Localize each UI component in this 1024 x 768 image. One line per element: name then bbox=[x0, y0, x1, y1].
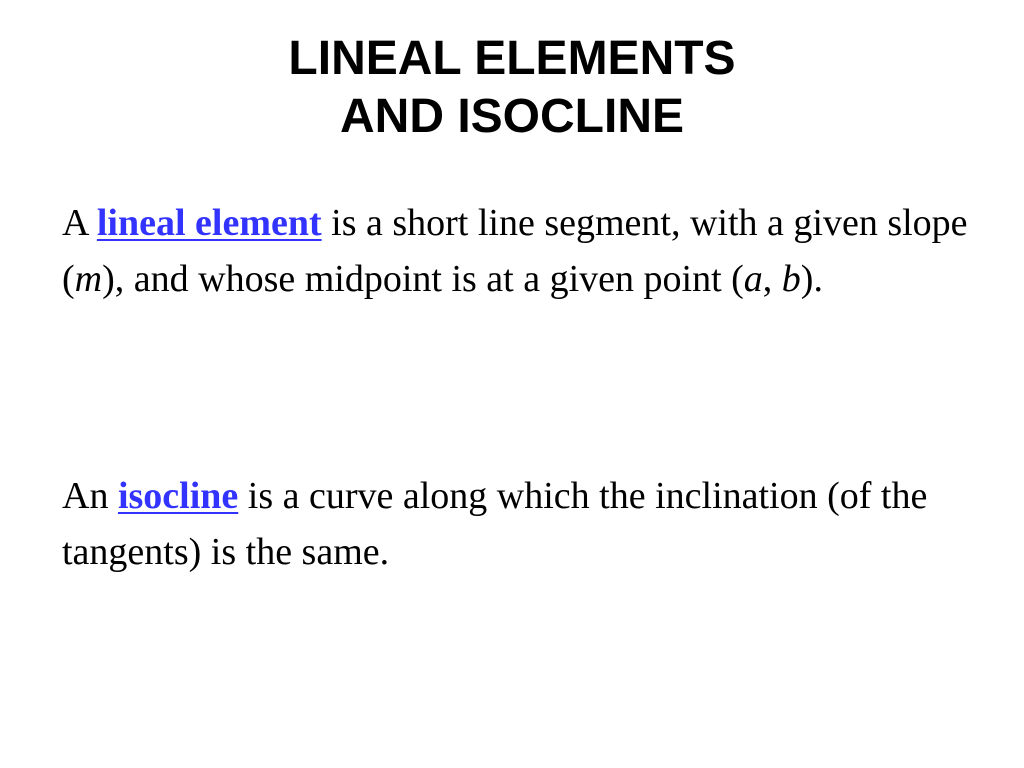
var-a: a bbox=[743, 258, 763, 300]
para1-text-2: ), and whose midpoint is at a given point ( bbox=[102, 258, 744, 300]
para1-text-1: is a short line segment, with a given slope ( bbox=[62, 202, 968, 300]
isocline-link[interactable]: isocline bbox=[117, 475, 239, 517]
var-m: m bbox=[74, 258, 103, 300]
title-line-2: AND ISOCLINE bbox=[339, 90, 684, 143]
para1-separator: , bbox=[762, 258, 782, 300]
isocline-definition bbox=[62, 468, 982, 580]
para2-lead: An bbox=[62, 475, 118, 517]
slide-title bbox=[0, 30, 1024, 146]
para2-text-1: is a curve along which the inclination (of the tangents) is the same. bbox=[62, 475, 928, 573]
para1-text-3: ). bbox=[800, 258, 823, 300]
para1-lead: A bbox=[62, 202, 97, 244]
var-b: b bbox=[781, 258, 801, 300]
lineal-element-definition bbox=[62, 195, 982, 307]
title-line-1: LINEAL ELEMENTS bbox=[288, 32, 736, 85]
lineal-element-link[interactable]: lineal element bbox=[96, 202, 322, 244]
